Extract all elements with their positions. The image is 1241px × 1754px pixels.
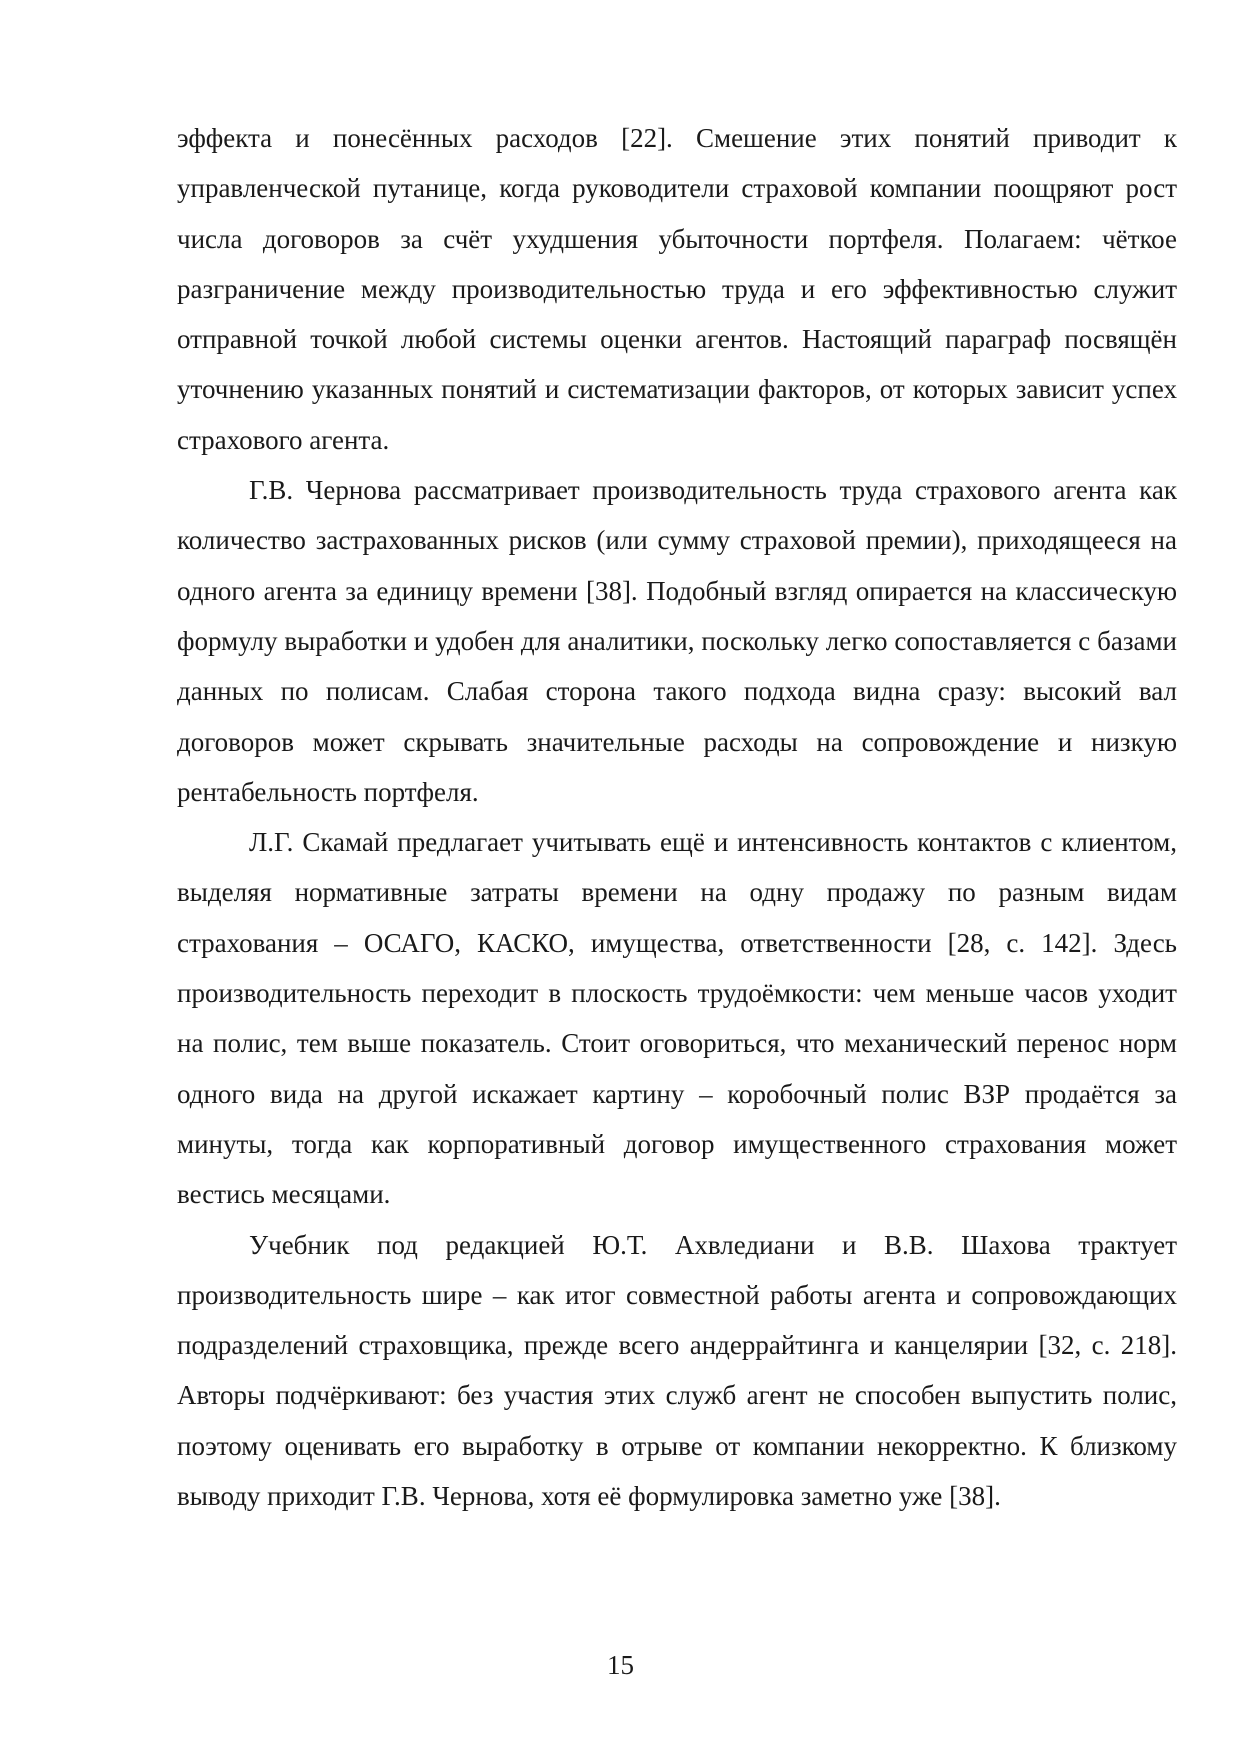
body-text — [177, 113, 1177, 1521]
paragraph-chernova: Г.В. Чернова рассматривает производительность труда страхового агента как количество застрахованных рисков (или сумму страховой премии), приходящееся на одного агента за единицу времени [38]. Подобный взгляд опирается на классическую формулу выработки и удобен для аналитики, поскольку легко сопоставляется с базами данных по полисам. Слабая сторона такого подхода видна сразу: высокий вал договоров может скрывать значительные расходы на сопровождение и низкую рентабельность портфеля. — [177, 475, 1177, 807]
paragraph-continuation: эффекта и понесённых расходов [22]. Смешение этих понятий приводит к управленческой путанице, когда руководители страховой компании поощряют рост числа договоров за счёт ухудшения убыточности портфеля. Полагаем: чёткое разграничение между производительностью труда и его эффективностью служит отправной точкой любой системы оценки агентов. Настоящий параграф посвящён уточнению указанных понятий и систематизации факторов, от которых зависит успех страхового агента. — [177, 123, 1177, 455]
paragraph-akhvlediani-shakhov: Учебник под редакцией Ю.Т. Ахвледиани и В.В. Шахова трактует производительность шире – как итог совместной работы агента и сопровождающих подразделений страховщика, прежде всего андеррайтинга и канцелярии [32, с. 218]. Авторы подчёркивают: без участия этих служб агент не способен выпустить полис, поэтому оценивать его выработку в отрыве от компании некорректно. К близкому выводу приходит Г.В. Чернова, хотя её формулировка заметно уже [38]. — [177, 1229, 1177, 1512]
paragraph-skamai: Л.Г. Скамай предлагает учитывать ещё и интенсивность контактов с клиентом, выделяя нормативные затраты времени на одну продажу по разным видам страхования – ОСАГО, КАСКО, имущества, ответственности [28, с. 142]. Здесь производительность переходит в плоскость трудоёмкости: чем меньше часов уходит на полис, тем выше показатель. Стоит оговориться, что механический перенос норм одного вида на другой искажает картину – коробочный полис ВЗР продаётся за минуты, тогда как корпоративный договор имущественного страхования может вестись месяцами. — [177, 827, 1177, 1210]
page-number: 15 — [607, 1650, 634, 1680]
